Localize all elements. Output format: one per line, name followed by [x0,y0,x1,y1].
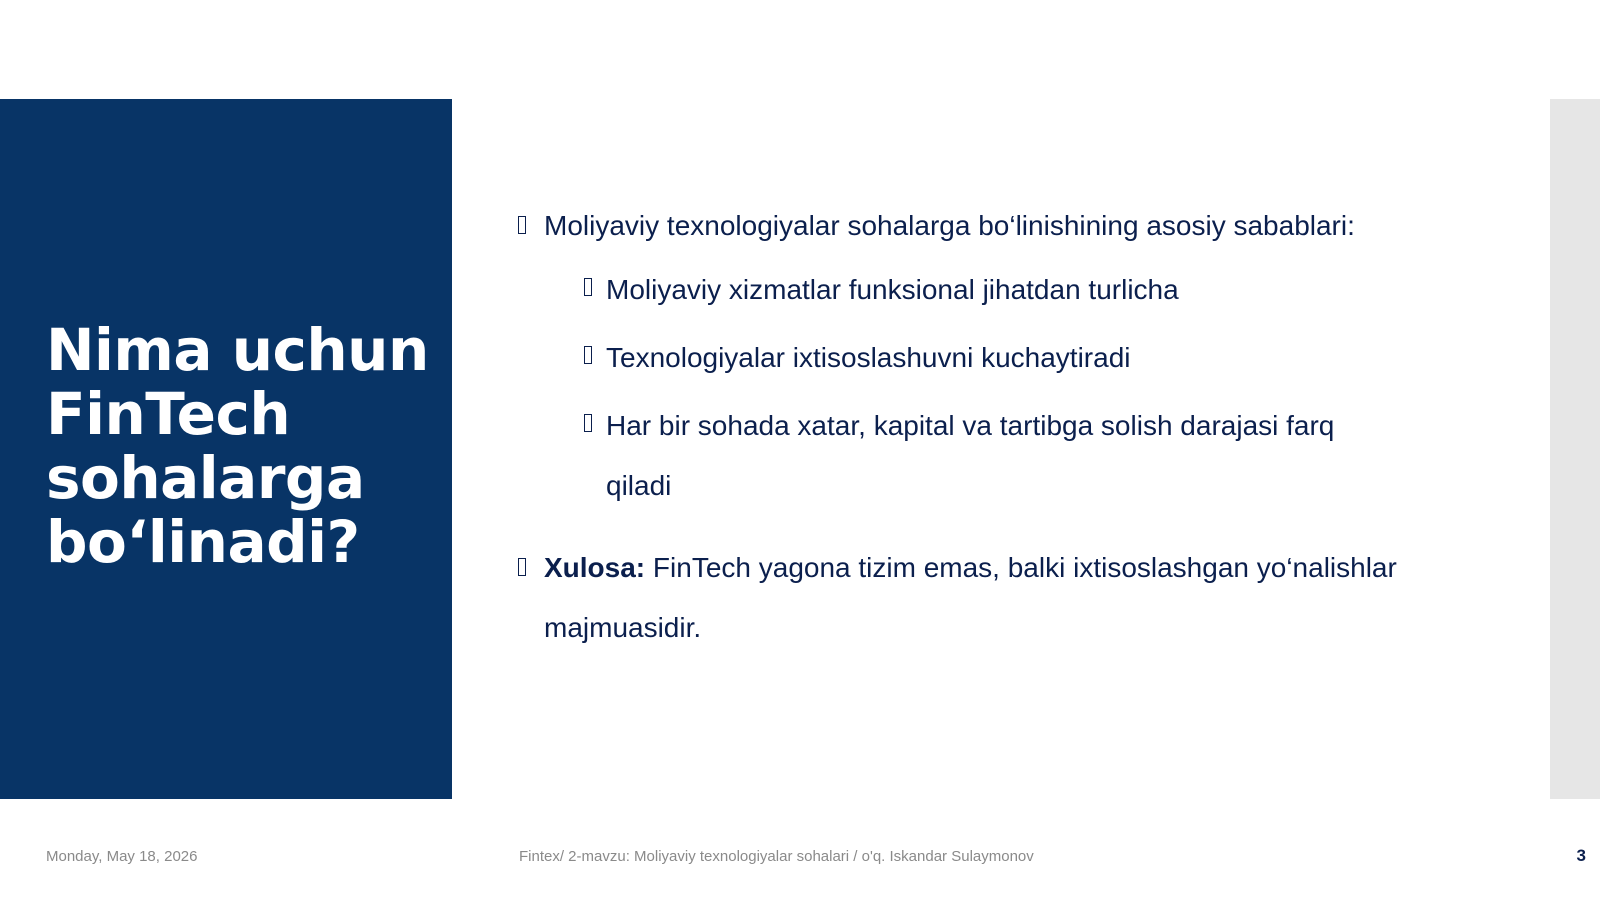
bullet-main [516,196,1516,256]
sub-bullet-text: Moliyaviy xizmatlar funksional jihatdan turlicha [606,274,1179,305]
bullet-marker-icon [584,278,592,296]
sub-bullet-3 [582,396,1406,516]
sub-bullet-text: Har bir sohada xatar, kapital va tartibga solish darajasi farq qiladi [606,410,1335,501]
sub-bullet-1 [582,260,1406,320]
footer-caption: Fintex/ 2-mavzu: Moliyaviy texnologiyalar sohalari / o'q. Iskandar Sulaymonov [519,848,1034,865]
conclusion-text: FinTech yagona tizim emas, balki ixtisoslashgan yo‘nalishlar majmuasidir. [544,552,1397,643]
bullet-main-text: Moliyaviy texnologiyalar sohalarga bo‘linishining asosiy sabablari: [544,210,1355,241]
bullet-conclusion [516,538,1484,658]
content-area [516,196,1516,658]
bullet-marker-icon [584,414,592,432]
slide-title [46,318,446,574]
bullet-marker-icon [584,346,592,364]
title-line-1: Nima uchun [46,316,429,384]
sub-bullet-text: Texnologiyalar ixtisoslashuvni kuchaytiradi [606,342,1131,373]
footer-date: Monday, May 18, 2026 [46,848,198,865]
title-line-2: FinTech [46,380,291,448]
right-decorative-strip [1550,99,1600,799]
bullet-marker-icon [518,216,526,234]
title-line-3: sohalarga [46,444,365,512]
title-line-4: bo‘linadi? [46,508,360,576]
sub-bullet-list [516,260,1516,516]
bullet-marker-icon [518,558,526,576]
page-number: 3 [1576,846,1586,865]
sub-bullet-2 [582,328,1406,388]
conclusion-label: Xulosa: [544,552,646,583]
